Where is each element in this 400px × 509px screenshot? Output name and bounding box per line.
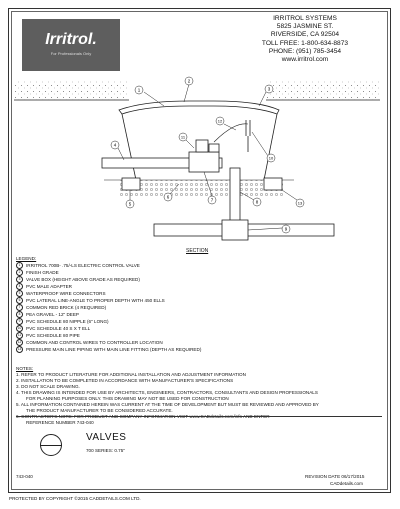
legend-item: 6 PVC LATERAL LINE-ANGLE TO PROPER DEPTH WITH 450 ELLS xyxy=(16,297,376,304)
callout-12 xyxy=(216,117,224,125)
note-item: 1. REFER TO PRODUCT LITERATURE FOR ADDITIONAL INSTALLATION AND ADJUSTMENT INFORMATION xyxy=(16,372,246,377)
legend-item: 3 VALVE BOX (HEIGHT ABOVE GRADE AS REQUIRED) xyxy=(16,276,376,283)
soil-right xyxy=(266,80,380,100)
svg-text:12: 12 xyxy=(217,118,223,124)
valve-section-drawing xyxy=(14,72,380,248)
legend xyxy=(16,256,376,353)
callout-2 xyxy=(185,77,193,85)
detail-id: 743-040 xyxy=(16,474,33,479)
legend-item: 13 PRESSURE MAIN LINE PIPING WITH MAIN LINE FITTING (DEPTH AS REQUIRED) xyxy=(17,346,202,352)
note-continuation: FOR PLANNING PURPOSES ONLY. THIS DRAWING MAY NOT BE USED FOR CONSTRUCTION xyxy=(26,396,229,401)
valve-bonnet xyxy=(209,144,219,152)
note-continuation: REFERENCE NUMBER 743-040 xyxy=(26,420,94,425)
drawing-title: VALVES xyxy=(86,432,127,443)
brick-right xyxy=(264,178,282,190)
company-name: IRRITROL SYSTEMS xyxy=(273,15,337,22)
title-block xyxy=(16,416,382,470)
legend-item: 4 PVC MALE ADAPTER xyxy=(16,283,376,290)
svg-text:8: 8 xyxy=(255,199,259,205)
legend-item: 11 PVC SCHEDULE 80 PIPE xyxy=(17,332,80,338)
company-toll-free: TOLL FREE: 1-800-634-8873 xyxy=(261,39,349,47)
legend-item: 9 PVC SCHEDULE 80 NIPPLE (6" LONG) xyxy=(16,318,376,325)
callout-1 xyxy=(135,86,143,94)
note-item: 6. CONTRACTOR'S NOTE: FOR PRODUCT AND COMPANY INFORMATION VISIT www.CADdetails.com/info AND ENTER xyxy=(16,414,270,419)
note-item: 4. THIS DRAWING IS INTENDED FOR USE BY ARCHITECTS, ENGINEERS, CONTRACTORS, CONSULTANTS AND DESIGN PROFESSIONALS xyxy=(16,390,318,395)
company-info xyxy=(230,15,380,64)
legend-item: 12 COMMON AND CONTROL WIRES TO CONTROLLER LOCATION xyxy=(17,339,163,345)
legend-item: 5 WATERPROOF WIRE CONNECTORS xyxy=(16,290,376,297)
legend-item: 10 PVC SCHEDULE 40 S X T ELL xyxy=(17,325,91,331)
legend-item: 1 IRRITROL 700B- .75/-LS ELECTRIC CONTROL VALVE xyxy=(16,262,376,269)
revision-date: REVISION DATE 06/17/2015 xyxy=(305,474,365,479)
callout-6 xyxy=(164,193,172,201)
svg-text:1: 1 xyxy=(137,87,141,93)
callout-5 xyxy=(126,200,134,208)
logo-wordmark: Irritrol. xyxy=(45,31,97,48)
valve-box-wall-right xyxy=(264,114,277,180)
copyright-notice: PROTECTED BY COPYRIGHT ©2015 CADDETAILS.COM LTD. xyxy=(9,496,141,501)
note-continuation: THE PRODUCT MANUFACTURER TO BE CONSIDERED ACCURATE. xyxy=(26,408,173,413)
irritrol-logo xyxy=(22,19,120,71)
main-line-fitting xyxy=(222,220,248,240)
svg-text:3: 3 xyxy=(267,86,271,92)
control-wires xyxy=(246,120,250,152)
legend-item: 2 FINISH GRADE xyxy=(16,269,376,276)
svg-text:2: 2 xyxy=(187,78,191,84)
company-street: 5825 JASMINE ST. xyxy=(276,23,334,31)
svg-text:5: 5 xyxy=(128,201,132,207)
logo-tagline: For Professionals Only xyxy=(50,51,92,56)
svg-text:10: 10 xyxy=(268,155,274,161)
company-website: www.irritrol.com xyxy=(281,56,329,64)
svg-text:9: 9 xyxy=(284,226,288,232)
valve-body xyxy=(189,152,219,172)
note-item: 3. DO NOT SCALE DRAWING. xyxy=(16,384,80,389)
site-credit: CADdetails.com xyxy=(330,481,363,486)
svg-text:4: 4 xyxy=(113,142,117,148)
legend-item: 8 PEA GRAVEL - 12" DEEP xyxy=(16,311,376,318)
callout-11 xyxy=(179,133,187,141)
callout-10 xyxy=(267,154,275,162)
legend-title: LEGEND: xyxy=(16,256,37,261)
valve-box xyxy=(119,101,279,114)
soil-left xyxy=(14,80,129,100)
legend-item: 7 COMMON RED BRICK (4 REQUIRED) xyxy=(16,304,376,311)
note-item: 5. ALL INFORMATION CONTAINED HEREIN WAS CURRENT AT THE TIME OF DEVELOPMENT BUT MUST BE REVIEWED AND APPROVED BY xyxy=(16,402,319,407)
drawing-subtitle: 700 SERIES: 0.75" xyxy=(86,448,125,453)
valve-solenoid xyxy=(196,140,208,152)
callout-8 xyxy=(253,198,261,206)
valve-box-wall-left xyxy=(122,114,136,180)
pea-gravel xyxy=(119,180,284,198)
brick-left xyxy=(122,178,140,190)
note-item: 2. INSTALLATION TO BE COMPLETED IN ACCORDANCE WITH MANUFACTURER'S SPECIFICATIONS xyxy=(16,378,234,383)
callout-4 xyxy=(111,141,119,149)
svg-text:6: 6 xyxy=(166,194,170,200)
wire-run xyxy=(214,124,248,142)
callout-13 xyxy=(296,199,304,207)
section-label: SECTION xyxy=(186,248,209,254)
svg-text:11: 11 xyxy=(180,134,186,140)
svg-text:7: 7 xyxy=(210,197,214,203)
svg-text:13: 13 xyxy=(297,200,303,206)
notes-title: NOTES: xyxy=(16,366,34,371)
company-city: RIVERSIDE, CA 92504 xyxy=(270,31,340,39)
callout-9 xyxy=(282,225,290,233)
callout-3 xyxy=(265,85,273,93)
detail-symbol-line xyxy=(40,445,62,446)
company-phone: PHONE: (951) 785-3454 xyxy=(268,47,342,55)
callout-7 xyxy=(208,196,216,204)
